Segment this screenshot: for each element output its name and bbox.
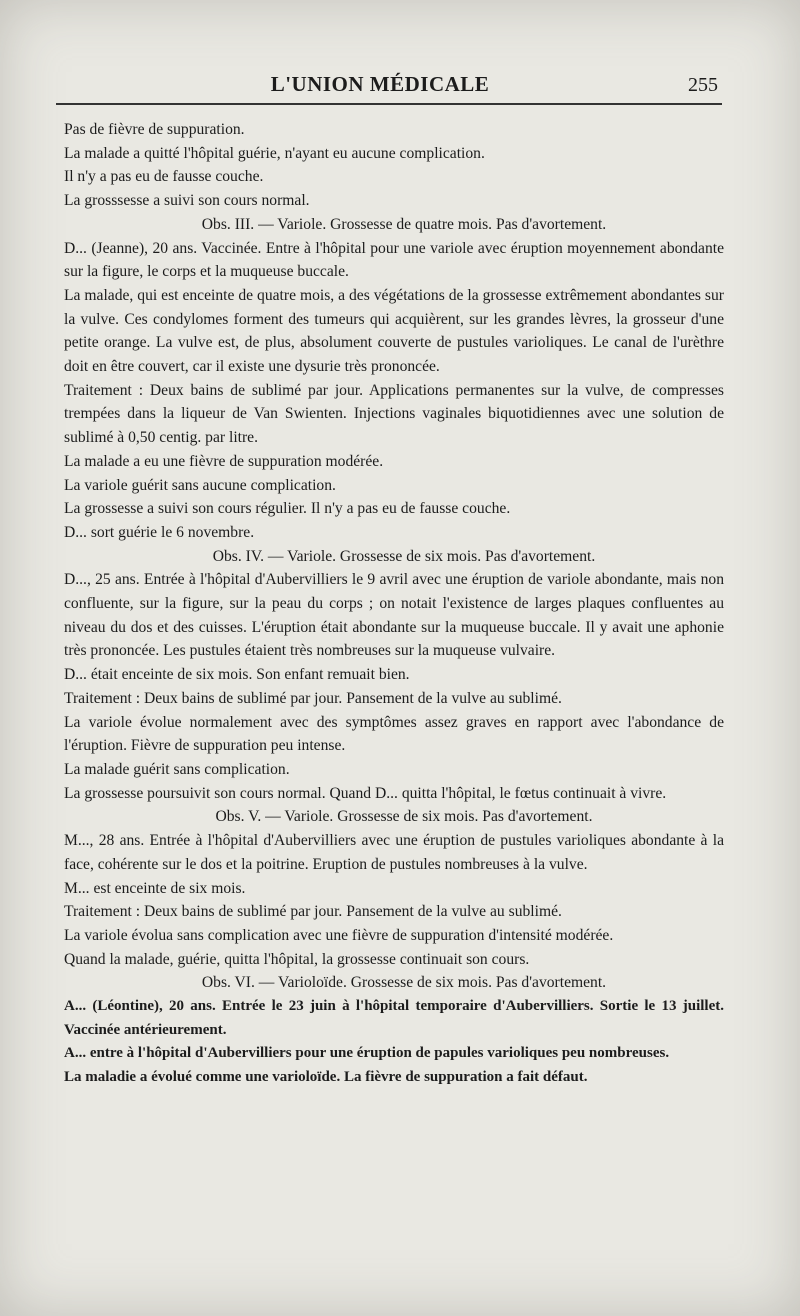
paragraph: La malade guérit sans complication.: [64, 760, 290, 778]
body-text: [64, 118, 724, 1090]
paragraph: D... (Jeanne), 20 ans. Vaccinée. Entre à l'hôpital pour une variole avec éruption moyennement abondante sur la figure, le corps et la muqueuse buccale.: [64, 239, 724, 281]
paragraph: La grossesse a suivi son cours régulier. Il n'y a pas eu de fausse couche.: [64, 500, 511, 518]
paragraph: D... était enceinte de six mois. Son enfant remuait bien.: [64, 666, 410, 684]
paragraph: M..., 28 ans. Entrée à l'hôpital d'Aubervilliers avec une éruption de pustules varioliques abondante à la face, cohérente sur le dos et la poitrine. Eruption de pustules nombreuses à la vulve.: [64, 832, 724, 873]
observation-heading: Obs. III. — Variole. Grossesse de quatre mois. Pas d'avortement.: [201, 215, 607, 233]
running-title: L'UNION MÉDICALE: [270, 72, 490, 96]
paragraph: La grosssesse a suivi son cours normal.: [64, 192, 310, 210]
paragraph: A... entre à l'hôpital d'Aubervilliers pour une éruption de papules varioliques peu nombreuses.: [64, 1045, 670, 1062]
paragraph: Traitement : Deux bains de sublimé par jour. Pansement de la vulve au sublimé.: [64, 689, 562, 707]
paragraph: Traitement : Deux bains de sublimé par jour. Applications permanentes sur la vulve, de compresses trempées dans la liqueur de Van Swienten. Injections vaginales biquotidiennes avec une solution de sublimé à 0,50 centig. par litre.: [64, 381, 724, 447]
paragraph: La variole évolue normalement avec des symptômes assez graves en rapport avec l'abondance de l'éruption. Fièvre de suppuration peu intense.: [64, 713, 724, 755]
paragraph: La grossesse poursuivit son cours normal. Quand D... quitta l'hôpital, le fœtus continuait à vivre.: [64, 784, 667, 802]
paragraph: Il n'y a pas eu de fausse couche.: [64, 168, 264, 186]
paragraph: Pas de fièvre de suppuration.: [64, 121, 245, 138]
paragraph: Traitement : Deux bains de sublimé par jour. Pansement de la vulve au sublimé.: [64, 903, 562, 921]
paragraph: La variole guérit sans aucune complication.: [64, 476, 336, 494]
observation-heading: Obs. IV. — Variole. Grossesse de six mois. Pas d'avortement.: [212, 547, 596, 565]
header-rule: [56, 103, 722, 105]
paragraph: La variole évolua sans complication avec une fièvre de suppuration d'intensité modérée.: [64, 926, 614, 944]
paragraph: La maladie a évolué comme une varioloïde. La fièvre de suppuration a fait défaut.: [64, 1069, 588, 1086]
paragraph: Quand la malade, guérie, quitta l'hôpital, la grossesse continuait son cours.: [64, 950, 530, 968]
observation-heading: Obs. V. — Variole. Grossesse de six mois. Pas d'avortement.: [215, 808, 593, 826]
paragraph: La malade, qui est enceinte de quatre mois, a des végétations de la grossesse extrêmement abondantes sur la vulve. Ces condylomes forment des tumeurs qui acquièrent, sur les grandes lèvres, la grosseur d'une petite orange. La vulve est, de plus, absolument couverte de pustules varioliques. Le canal de l'urèthre doit en être couvert, car il existe une dysurie très prononcée.: [64, 286, 724, 376]
page-number: 255: [688, 74, 718, 96]
paragraph: La malade a eu une fièvre de suppuration modérée.: [64, 452, 384, 470]
paragraph: D... sort guérie le 6 novembre.: [64, 523, 255, 541]
page-header: [0, 72, 800, 102]
observation-heading: Obs. VI. — Varioloïde. Grossesse de six mois. Pas d'avortement.: [201, 974, 607, 992]
paragraph: D..., 25 ans. Entrée à l'hôpital d'Aubervilliers le 9 avril avec une éruption de variole abondante, mais non confluente, sur la figure, sur la peau du corps ; on notait l'existence de larges plaques confluentes au niveau du dos et des cuisses. L'éruption était abondante sur la muqueuse buccale. Il y avait une aphonie très prononcée. Les pustules étaient très nombreuses sur la muqueuse vulvaire.: [64, 571, 724, 660]
paragraph: M... est enceinte de six mois.: [64, 879, 246, 897]
paragraph: A... (Léontine), 20 ans. Entrée le 23 juin à l'hôpital temporaire d'Aubervilliers. Sortie le 13 juillet. Vaccinée antérieurement.: [64, 998, 724, 1038]
paragraph: La malade a quitté l'hôpital guérie, n'ayant eu aucune complication.: [64, 144, 485, 162]
